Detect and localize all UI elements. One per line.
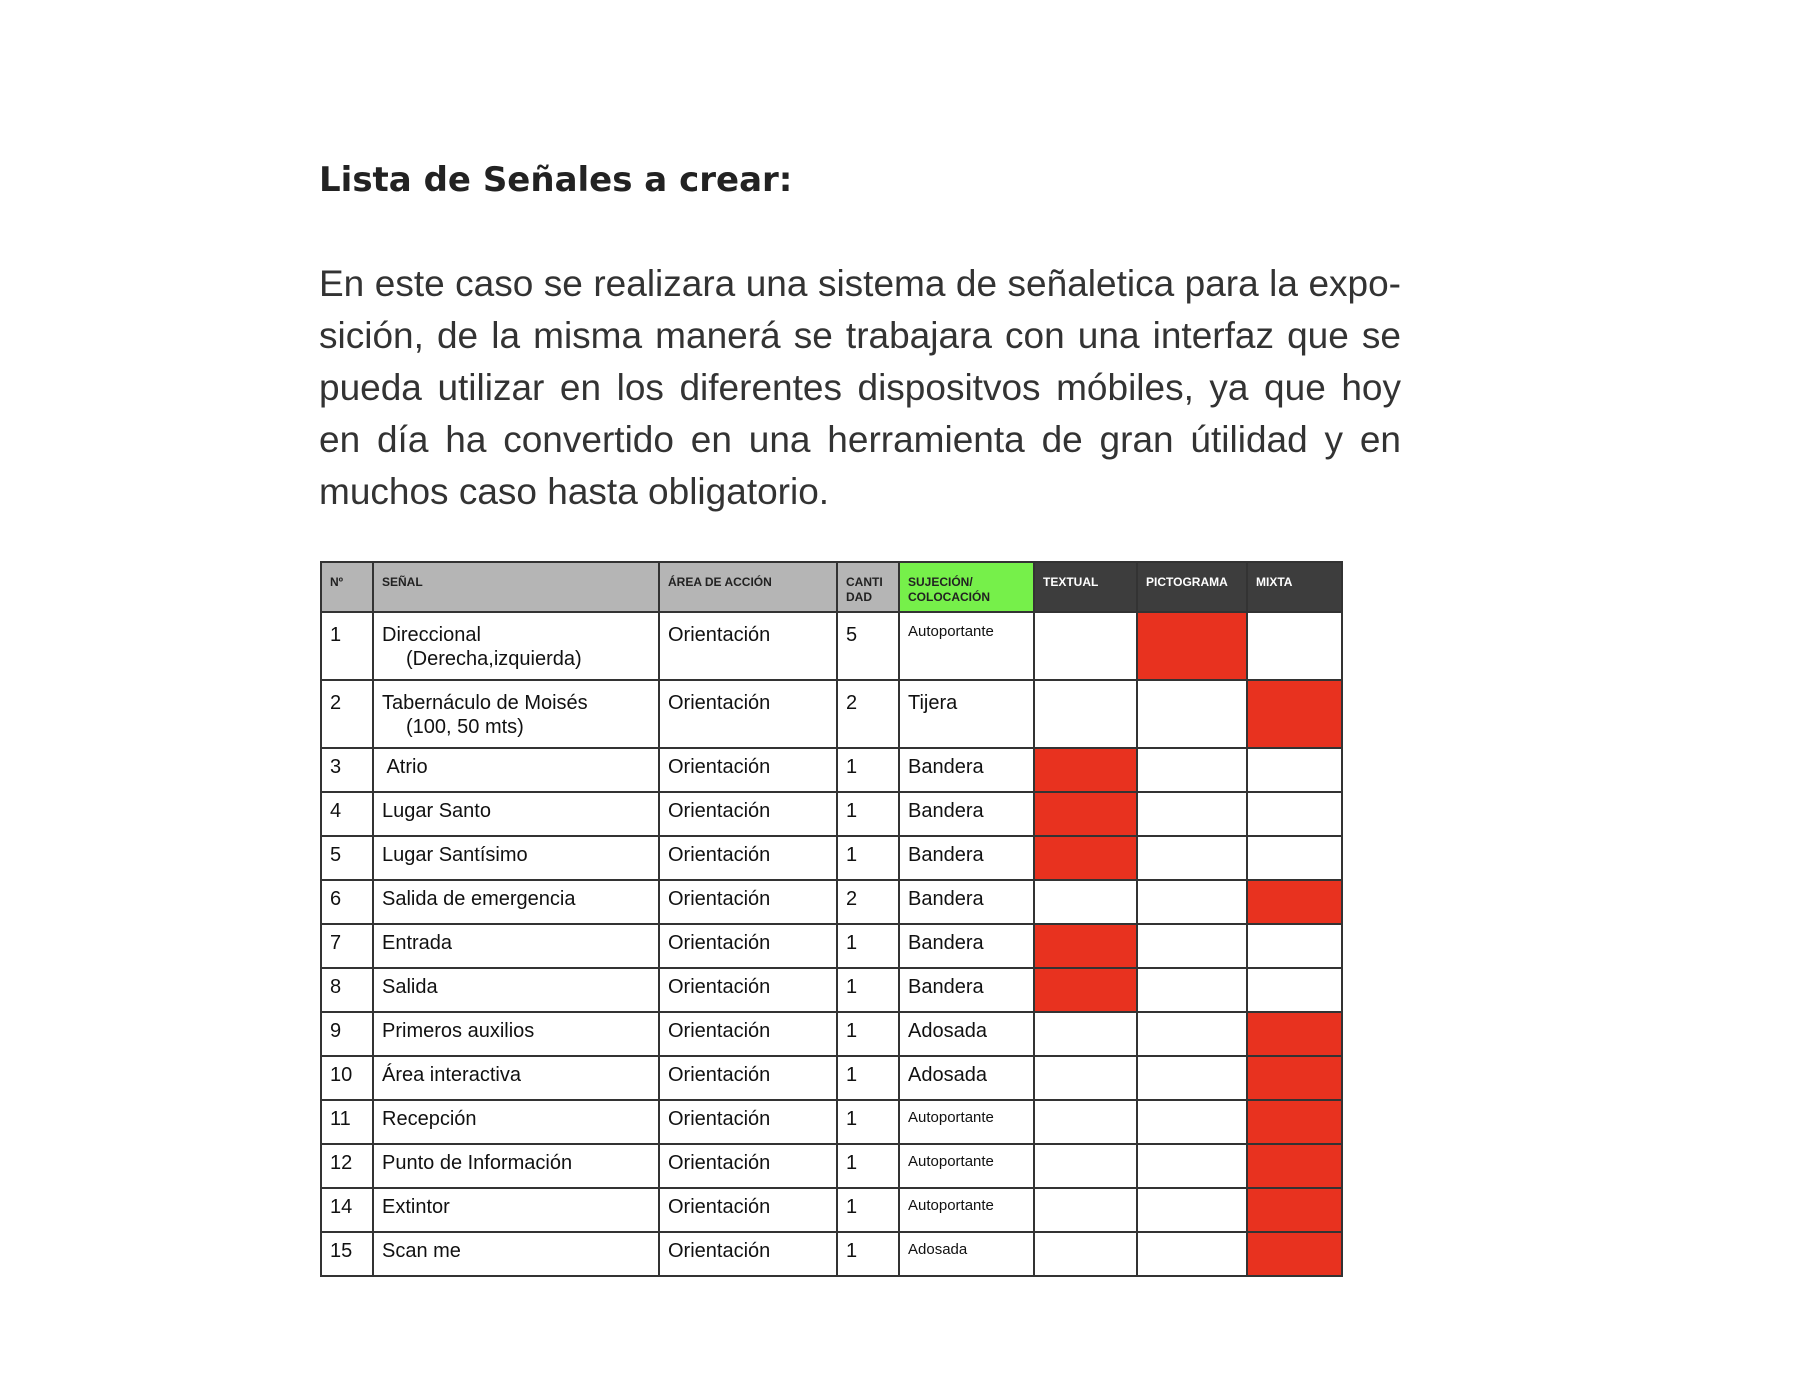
cell-no: 5 — [321, 836, 373, 880]
cell-senal — [373, 836, 659, 880]
cell-mixta-mark — [1247, 1144, 1342, 1188]
cell-cantidad: 5 — [837, 612, 899, 680]
header-cantidad — [837, 562, 899, 612]
cell-no: 8 — [321, 968, 373, 1012]
cell-area: Orientación — [659, 1056, 837, 1100]
cell-mixta-mark — [1247, 680, 1342, 748]
cell-cantidad: 1 — [837, 1188, 899, 1232]
page-title: Lista de Señales a crear: — [319, 160, 793, 200]
header-senal: SEÑAL — [373, 562, 659, 612]
cell-cantidad: 2 — [837, 680, 899, 748]
senal-name: Primeros auxilios — [382, 1020, 535, 1042]
intro-paragraph — [319, 258, 1401, 518]
header-mixta: MIXTA — [1247, 562, 1342, 612]
table-row — [321, 1100, 1342, 1144]
cell-cantidad: 1 — [837, 836, 899, 880]
cell-area: Orientación — [659, 792, 837, 836]
cell-sujecion: Tijera — [899, 680, 1034, 748]
senal-name: Punto de Información — [382, 1152, 573, 1174]
cell-cantidad: 1 — [837, 1232, 899, 1276]
cell-area: Orientación — [659, 836, 837, 880]
cell-sujecion: Bandera — [899, 924, 1034, 968]
cell-mixta-mark — [1247, 968, 1342, 1012]
cell-sujecion: Bandera — [899, 748, 1034, 792]
cell-senal — [373, 680, 659, 748]
cell-textual-mark — [1034, 1232, 1137, 1276]
cell-area: Orientación — [659, 1144, 837, 1188]
cell-cantidad: 1 — [837, 1012, 899, 1056]
cell-pictograma-mark — [1137, 1232, 1247, 1276]
cell-cantidad: 1 — [837, 924, 899, 968]
cell-senal — [373, 968, 659, 1012]
cell-area: Orientación — [659, 1100, 837, 1144]
cell-no: 3 — [321, 748, 373, 792]
table-row — [321, 924, 1342, 968]
cell-cantidad: 2 — [837, 880, 899, 924]
cell-no: 14 — [321, 1188, 373, 1232]
header-cantidad-line1: CANTI — [846, 575, 883, 589]
cell-mixta-mark — [1247, 836, 1342, 880]
cell-pictograma-mark — [1137, 792, 1247, 836]
cell-senal — [373, 924, 659, 968]
table-header — [321, 562, 1342, 612]
senal-name: Recepción — [382, 1108, 477, 1130]
cell-no: 2 — [321, 680, 373, 748]
cell-area: Orientación — [659, 1232, 837, 1276]
cell-area: Orientación — [659, 968, 837, 1012]
cell-sujecion: Adosada — [899, 1232, 1034, 1276]
header-sujecion-line2: COLOCACIÓN — [908, 590, 990, 604]
cell-no: 10 — [321, 1056, 373, 1100]
table-body — [321, 612, 1342, 1276]
cell-no: 1 — [321, 612, 373, 680]
table-row — [321, 1144, 1342, 1188]
cell-area: Orientación — [659, 1188, 837, 1232]
cell-textual-mark — [1034, 1144, 1137, 1188]
signs-table — [320, 561, 1343, 1277]
table-row — [321, 680, 1342, 748]
intro-line: en día ha convertido en una herramienta de gran útilidad y en — [319, 419, 1401, 460]
cell-sujecion: Autoportante — [899, 1188, 1034, 1232]
cell-senal — [373, 748, 659, 792]
cell-pictograma-mark — [1137, 836, 1247, 880]
cell-textual-mark — [1034, 748, 1137, 792]
table-row — [321, 1056, 1342, 1100]
cell-textual-mark — [1034, 924, 1137, 968]
senal-name: Salida — [382, 976, 438, 998]
senal-detail: (Derecha,izquierda) — [406, 648, 582, 670]
header-row — [321, 562, 1342, 612]
header-no: Nº — [321, 562, 373, 612]
cell-sujecion: Autoportante — [899, 1144, 1034, 1188]
cell-mixta-mark — [1247, 924, 1342, 968]
cell-pictograma-mark — [1137, 612, 1247, 680]
cell-pictograma-mark — [1137, 968, 1247, 1012]
cell-pictograma-mark — [1137, 880, 1247, 924]
table-row — [321, 836, 1342, 880]
cell-senal — [373, 1144, 659, 1188]
cell-no: 9 — [321, 1012, 373, 1056]
cell-sujecion: Bandera — [899, 836, 1034, 880]
cell-senal — [373, 1100, 659, 1144]
cell-area: Orientación — [659, 748, 837, 792]
cell-area: Orientación — [659, 612, 837, 680]
cell-sujecion: Autoportante — [899, 1100, 1034, 1144]
intro-line: sición, de la misma manerá se trabajara con una interfaz que se — [319, 315, 1401, 356]
cell-pictograma-mark — [1137, 748, 1247, 792]
cell-textual-mark — [1034, 792, 1137, 836]
cell-pictograma-mark — [1137, 1144, 1247, 1188]
cell-no: 12 — [321, 1144, 373, 1188]
cell-textual-mark — [1034, 1056, 1137, 1100]
cell-sujecion: Adosada — [899, 1012, 1034, 1056]
senal-name: Área interactiva — [382, 1064, 521, 1086]
header-textual: TEXTUAL — [1034, 562, 1137, 612]
table-row — [321, 792, 1342, 836]
cell-pictograma-mark — [1137, 1100, 1247, 1144]
cell-no: 7 — [321, 924, 373, 968]
cell-mixta-mark — [1247, 880, 1342, 924]
senal-name: Entrada — [382, 932, 453, 954]
header-sujecion — [899, 562, 1034, 612]
cell-area: Orientación — [659, 880, 837, 924]
cell-senal — [373, 1232, 659, 1276]
cell-senal — [373, 880, 659, 924]
header-area: ÁREA DE ACCIÓN — [659, 562, 837, 612]
cell-textual-mark — [1034, 680, 1137, 748]
cell-mixta-mark — [1247, 792, 1342, 836]
cell-no: 11 — [321, 1100, 373, 1144]
senal-name: Scan me — [382, 1240, 461, 1262]
cell-cantidad: 1 — [837, 1144, 899, 1188]
cell-pictograma-mark — [1137, 924, 1247, 968]
cell-no: 15 — [321, 1232, 373, 1276]
cell-textual-mark — [1034, 836, 1137, 880]
cell-textual-mark — [1034, 612, 1137, 680]
header-sujecion-line1: SUJECIÓN/ — [908, 575, 973, 589]
intro-line: En este caso se realizara una sistema de señaletica para la expo- — [319, 263, 1401, 304]
cell-senal — [373, 792, 659, 836]
senal-name: Atrio — [382, 756, 428, 778]
senal-name: Extintor — [382, 1196, 450, 1218]
cell-cantidad: 1 — [837, 1100, 899, 1144]
cell-textual-mark — [1034, 880, 1137, 924]
senal-name: Direccional — [382, 624, 481, 646]
cell-area: Orientación — [659, 924, 837, 968]
cell-senal — [373, 1056, 659, 1100]
header-cantidad-line2: DAD — [846, 590, 872, 604]
cell-no: 4 — [321, 792, 373, 836]
cell-mixta-mark — [1247, 748, 1342, 792]
cell-pictograma-mark — [1137, 680, 1247, 748]
cell-textual-mark — [1034, 1012, 1137, 1056]
cell-pictograma-mark — [1137, 1056, 1247, 1100]
cell-cantidad: 1 — [837, 748, 899, 792]
cell-mixta-mark — [1247, 1056, 1342, 1100]
intro-line: muchos caso hasta obligatorio. — [319, 471, 830, 512]
table-row — [321, 748, 1342, 792]
table-row — [321, 1232, 1342, 1276]
table-row — [321, 1012, 1342, 1056]
cell-pictograma-mark — [1137, 1012, 1247, 1056]
header-pictograma: PICTOGRAMA — [1137, 562, 1247, 612]
cell-sujecion: Autoportante — [899, 612, 1034, 680]
table-row — [321, 968, 1342, 1012]
senal-name: Tabernáculo de Moisés — [382, 692, 588, 714]
senal-name: Salida de emergencia — [382, 888, 576, 910]
table-row — [321, 612, 1342, 680]
cell-senal — [373, 1188, 659, 1232]
cell-mixta-mark — [1247, 1012, 1342, 1056]
cell-textual-mark — [1034, 1188, 1137, 1232]
cell-mixta-mark — [1247, 612, 1342, 680]
cell-cantidad: 1 — [837, 792, 899, 836]
cell-cantidad: 1 — [837, 968, 899, 1012]
table-row — [321, 1188, 1342, 1232]
cell-cantidad: 1 — [837, 1056, 899, 1100]
cell-area: Orientación — [659, 1012, 837, 1056]
cell-mixta-mark — [1247, 1100, 1342, 1144]
cell-mixta-mark — [1247, 1232, 1342, 1276]
cell-textual-mark — [1034, 1100, 1137, 1144]
cell-area: Orientación — [659, 680, 837, 748]
senal-detail: (100, 50 mts) — [406, 716, 524, 738]
cell-mixta-mark — [1247, 1188, 1342, 1232]
senal-name: Lugar Santísimo — [382, 844, 528, 866]
cell-textual-mark — [1034, 968, 1137, 1012]
cell-sujecion: Adosada — [899, 1056, 1034, 1100]
cell-no: 6 — [321, 880, 373, 924]
senal-name: Lugar Santo — [382, 800, 491, 822]
cell-senal — [373, 1012, 659, 1056]
intro-line: pueda utilizar en los diferentes dispositvos móbiles, ya que hoy — [319, 367, 1401, 408]
table-row — [321, 880, 1342, 924]
cell-sujecion: Bandera — [899, 880, 1034, 924]
cell-sujecion: Bandera — [899, 792, 1034, 836]
cell-pictograma-mark — [1137, 1188, 1247, 1232]
cell-sujecion: Bandera — [899, 968, 1034, 1012]
cell-senal — [373, 612, 659, 680]
